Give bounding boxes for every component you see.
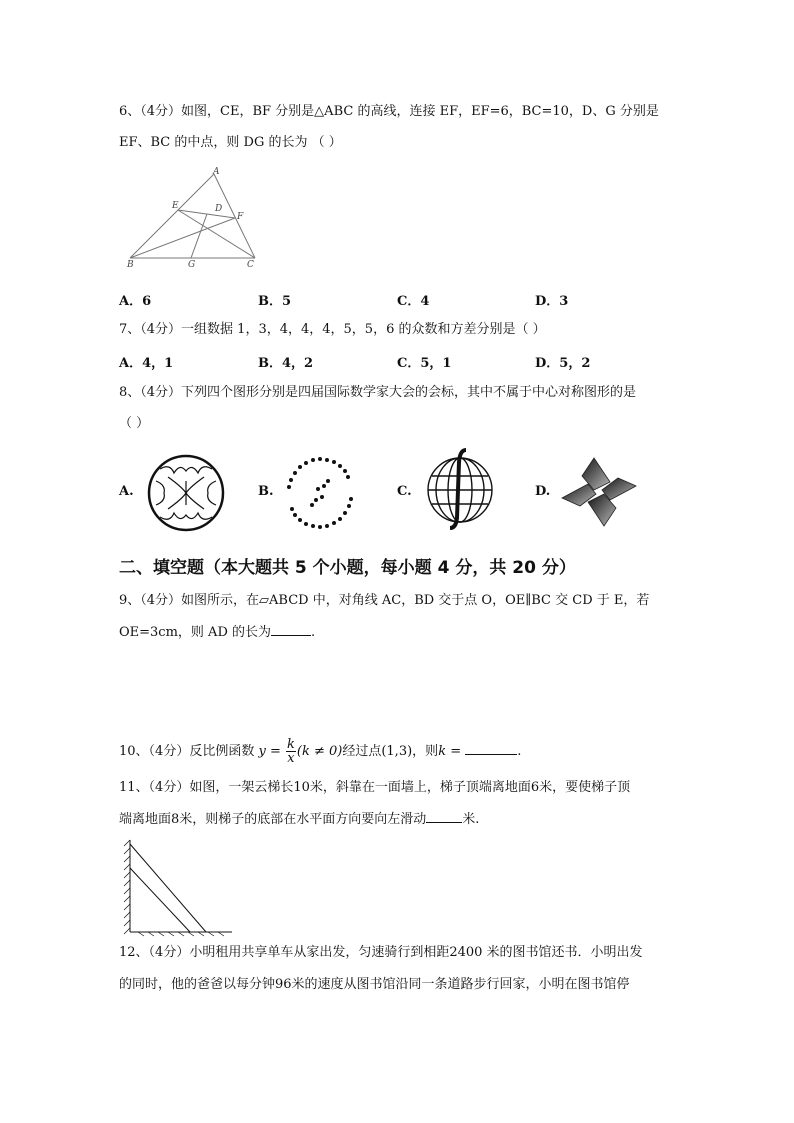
q6-text-line1: 6、（4分）如图，CE，BF 分别是△ABC 的高线，连接 EF，EF=6，BC=10，D、G 分别是 <box>119 104 659 119</box>
q10-frac-denominator: x <box>287 751 295 766</box>
label-A: A <box>213 167 220 177</box>
q10-answer-blank[interactable] <box>465 742 517 755</box>
q8-option-b: B. <box>258 484 274 499</box>
label-F: F <box>237 212 244 222</box>
q8-text-line1: 8、（4分）下列四个图形分别是四届国际数学家大会的会标，其中不属于中心对称图形的是 <box>119 385 637 400</box>
q11-unit: 米. <box>462 812 480 827</box>
q12-text-line2: 的同时，他的爸爸以每分钟96米的速度从图书馆沿同一条道路步行回家，小明在图书馆停 <box>119 977 630 992</box>
q11-text-line1: 11、（4分）如图，一架云梯长10米，斜靠在一面墙上，梯子顶端离地面6米，要使梯子顶 <box>119 780 631 795</box>
q7-text: 7、（4分）一组数据 1，3，4，4，4，5，5，6 的众数和方差分别是（ ） <box>119 322 546 337</box>
q9-text-line2 <box>119 623 315 642</box>
q10-frac-numerator: k <box>286 737 295 752</box>
q8-text-line2: （ ） <box>119 416 150 431</box>
q10-fraction <box>286 738 296 765</box>
q10-k-eq: k = <box>438 744 462 759</box>
q11-text-line2 <box>119 810 479 829</box>
q10-text <box>119 735 521 769</box>
q7-option-d: D．5，2 <box>535 356 591 371</box>
q9-period: . <box>311 625 316 640</box>
q9-line2-text: OE=3cm，则 AD 的长为 <box>119 625 271 640</box>
label-E: E <box>172 201 179 211</box>
ladder-wall-figure <box>120 838 235 936</box>
globe-integral-emblem <box>420 448 500 530</box>
q6-option-a: A．6 <box>119 294 152 309</box>
dotted-spiral-emblem <box>280 453 360 533</box>
q7-option-b: B．4，2 <box>258 356 314 371</box>
pinwheel-emblem <box>560 456 638 528</box>
triangle-figure <box>125 168 265 268</box>
q9-answer-blank[interactable] <box>271 623 311 636</box>
q6-text-line2: EF、BC 的中点，则 DG 的长为 （ ） <box>119 135 342 150</box>
q7-option-c: C．5，1 <box>397 356 452 371</box>
q6-option-b: B．5 <box>258 294 292 309</box>
q11-answer-blank[interactable] <box>426 810 462 823</box>
label-D: D <box>215 204 223 214</box>
section-title: 二、填空题（本大题共 5 个小题，每小题 4 分，共 20 分） <box>119 558 576 578</box>
q12-text-line1: 12、（4分）小明租用共享单车从家出发，匀速骑行到相距2400 米的图书馆还书．小明出发 <box>119 945 643 960</box>
q10-middle: 经过点 <box>342 744 382 759</box>
q8-option-c: C. <box>397 484 412 499</box>
q8-option-d: D. <box>535 484 551 499</box>
q7-option-a: A．4，1 <box>119 356 174 371</box>
q11-line2-text: 端离地面8米，则梯子的底部在水平面方向要向左滑动 <box>119 812 427 827</box>
q10-end: . <box>517 744 522 759</box>
q6-option-d: D．3 <box>535 294 569 309</box>
q10-point: (1,3) <box>381 744 413 759</box>
label-B: B <box>127 260 134 270</box>
flower-circle-emblem <box>146 453 226 533</box>
label-G: G <box>188 260 196 270</box>
q10-prefix: 10、（4分）反比例函数 <box>119 744 255 759</box>
q8-option-a: A. <box>119 484 134 499</box>
q10-y-eq: y = <box>258 744 281 759</box>
q9-text-line1: 9、（4分）如图所示，在▱ABCD 中，对角线 AC，BD 交于点 O，OE∥BC 交 CD 于 E，若 <box>119 593 650 608</box>
q10-suffix: ，则 <box>412 744 439 759</box>
q6-option-c: C．4 <box>397 294 430 309</box>
q10-condition: (k ≠ 0) <box>296 744 343 759</box>
label-C: C <box>247 260 254 270</box>
